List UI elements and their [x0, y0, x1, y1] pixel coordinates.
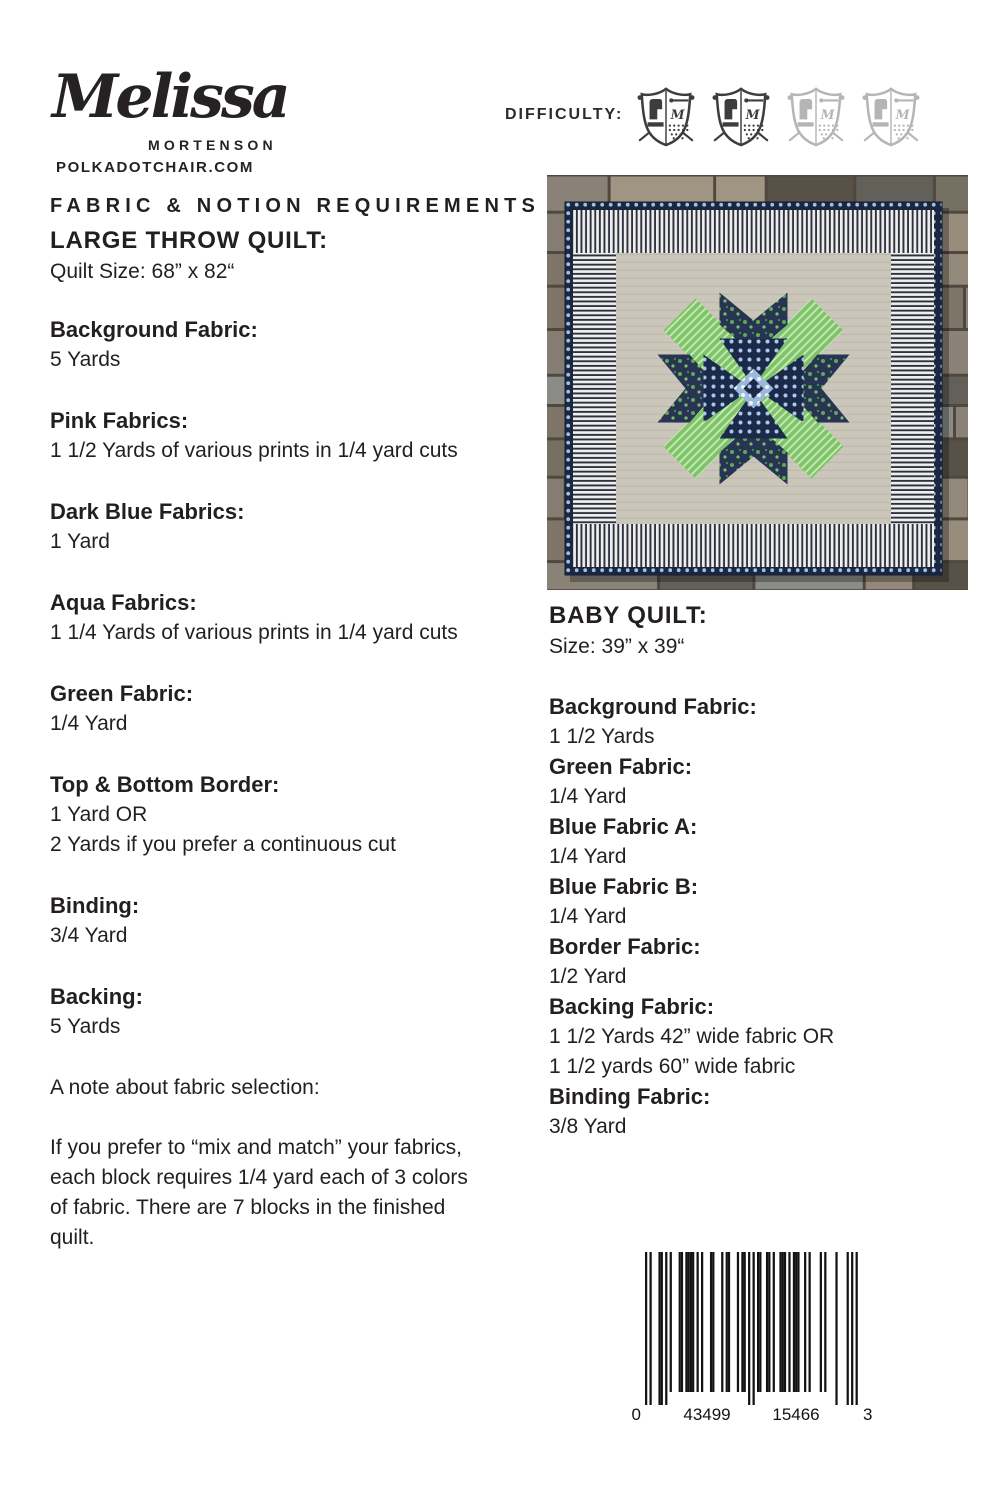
fabric-label: Aqua Fabrics:: [50, 590, 197, 615]
fabric-label: Green Fabric:: [50, 681, 194, 706]
sewing-shield-icon: [860, 82, 922, 148]
fabric-value: 1 Yard OR: [50, 803, 148, 826]
baby-quilt-section: [549, 602, 995, 1142]
quilt-border-bottom: [573, 524, 934, 567]
svg-text:M: M: [670, 106, 685, 122]
fabric-value: 1 Yard: [50, 530, 110, 553]
large-throw-size: Quilt Size: 68” x 82“: [50, 260, 235, 283]
fabric-item: [50, 770, 536, 860]
barcode-digits-left: 43499: [683, 1405, 731, 1424]
baby-quilt-fabric-list: [549, 692, 995, 1142]
barcode-digit-check: 3: [863, 1405, 873, 1424]
fabric-item: [50, 891, 536, 951]
note-line: of fabric. There are 7 blocks in the finished: [50, 1196, 446, 1219]
quilt-motif: [658, 293, 850, 485]
brand-website: POLKADOTCHAIR.COM: [56, 159, 255, 176]
large-throw-fabric-list: [50, 315, 536, 1042]
barcode-bars: [645, 1252, 858, 1405]
svg-text:M: M: [895, 106, 910, 122]
fabric-label: Pink Fabrics:: [50, 408, 189, 433]
note-line: If you prefer to “mix and match” your fabrics,: [50, 1136, 462, 1159]
sewing-shield-icon: [785, 82, 847, 148]
fabric-label: Blue Fabric A:: [549, 814, 698, 839]
fabric-label: Border Fabric:: [549, 934, 701, 959]
fabric-value: 1/4 Yard: [549, 845, 627, 868]
fabric-value: 1 1/2 Yards of various prints in 1/4 yard cuts: [50, 439, 458, 462]
fabric-value: 5 Yards: [50, 1015, 121, 1038]
large-throw-quilt-section: [50, 195, 541, 1253]
barcode-digit-first: 0: [631, 1405, 641, 1424]
difficulty-shields: [635, 82, 922, 148]
difficulty-label: DIFFICULTY:: [505, 106, 624, 123]
fabric-item: [50, 315, 536, 375]
upc-barcode: [627, 1250, 877, 1430]
large-throw-title: LARGE THROW QUILT:: [50, 227, 328, 254]
fabric-value: 5 Yards: [50, 348, 121, 371]
fabric-item: [50, 406, 536, 466]
fabric-item: [549, 692, 995, 752]
fabric-value: 1 1/4 Yards of various prints in 1/4 yard cuts: [50, 621, 458, 644]
fabric-label: Top & Bottom Border:: [50, 772, 280, 797]
fabric-value: 1 1/2 Yards: [549, 725, 655, 748]
quilt-border-top: [573, 210, 934, 253]
fabric-note-paragraph: [50, 1133, 536, 1253]
difficulty-rating: [505, 82, 922, 148]
fabric-value: 1 1/2 Yards 42” wide fabric OR: [549, 1025, 835, 1048]
fabric-label: Blue Fabric B:: [549, 874, 699, 899]
fabric-label: Background Fabric:: [549, 694, 757, 719]
svg-text:M: M: [745, 106, 760, 122]
fabric-value: 2 Yards if you prefer a continuous cut: [50, 833, 396, 856]
note-line: each block requires 1/4 yard each of 3 colors: [50, 1166, 468, 1189]
fabric-value: 1/4 Yard: [549, 905, 627, 928]
fabric-item: [50, 588, 536, 648]
fabric-note-intro: A note about fabric selection:: [50, 1076, 320, 1099]
fabric-value: 1 1/2 yards 60” wide fabric: [549, 1055, 796, 1078]
baby-quilt-title: BABY QUILT:: [549, 602, 708, 629]
fabric-value: 3/8 Yard: [549, 1115, 627, 1138]
fabric-label: Background Fabric:: [50, 317, 258, 342]
fabric-label: Dark Blue Fabrics:: [50, 499, 245, 524]
fabric-item: [50, 497, 536, 557]
fabric-value: 3/4 Yard: [50, 924, 128, 947]
fabric-item: [549, 752, 995, 812]
fabric-item: [50, 982, 536, 1042]
section-heading: FABRIC & NOTION REQUIREMENTS: [50, 195, 541, 217]
quilt-border-right: [891, 253, 934, 524]
fabric-value: 1/2 Yard: [549, 965, 627, 988]
quilt-photo: [547, 175, 968, 590]
fabric-item: [50, 679, 536, 739]
fabric-label: Backing Fabric:: [549, 994, 715, 1019]
note-line: quilt.: [50, 1226, 95, 1249]
quilt-border-left: [573, 253, 616, 524]
svg-text:M: M: [820, 106, 835, 122]
sewing-shield-icon: [635, 82, 697, 148]
fabric-label: Binding Fabric:: [549, 1084, 711, 1109]
sewing-shield-icon: [710, 82, 772, 148]
fabric-item: [549, 932, 995, 992]
baby-quilt-size: Size: 39” x 39“: [549, 635, 685, 658]
barcode-digits-right: 15466: [772, 1405, 820, 1424]
fabric-value: 1/4 Yard: [50, 712, 128, 735]
fabric-item: [549, 872, 995, 932]
fabric-item: [549, 812, 995, 872]
fabric-item: [549, 992, 995, 1082]
quilt: [565, 202, 949, 582]
fabric-value: 1/4 Yard: [549, 785, 627, 808]
brand-logo-script: Melissa: [52, 62, 288, 132]
brand-logo-surname: MORTENSON: [148, 137, 277, 153]
fabric-label: Backing:: [50, 984, 143, 1009]
fabric-label: Binding:: [50, 893, 140, 918]
fabric-item: [549, 1082, 995, 1142]
fabric-label: Green Fabric:: [549, 754, 693, 779]
